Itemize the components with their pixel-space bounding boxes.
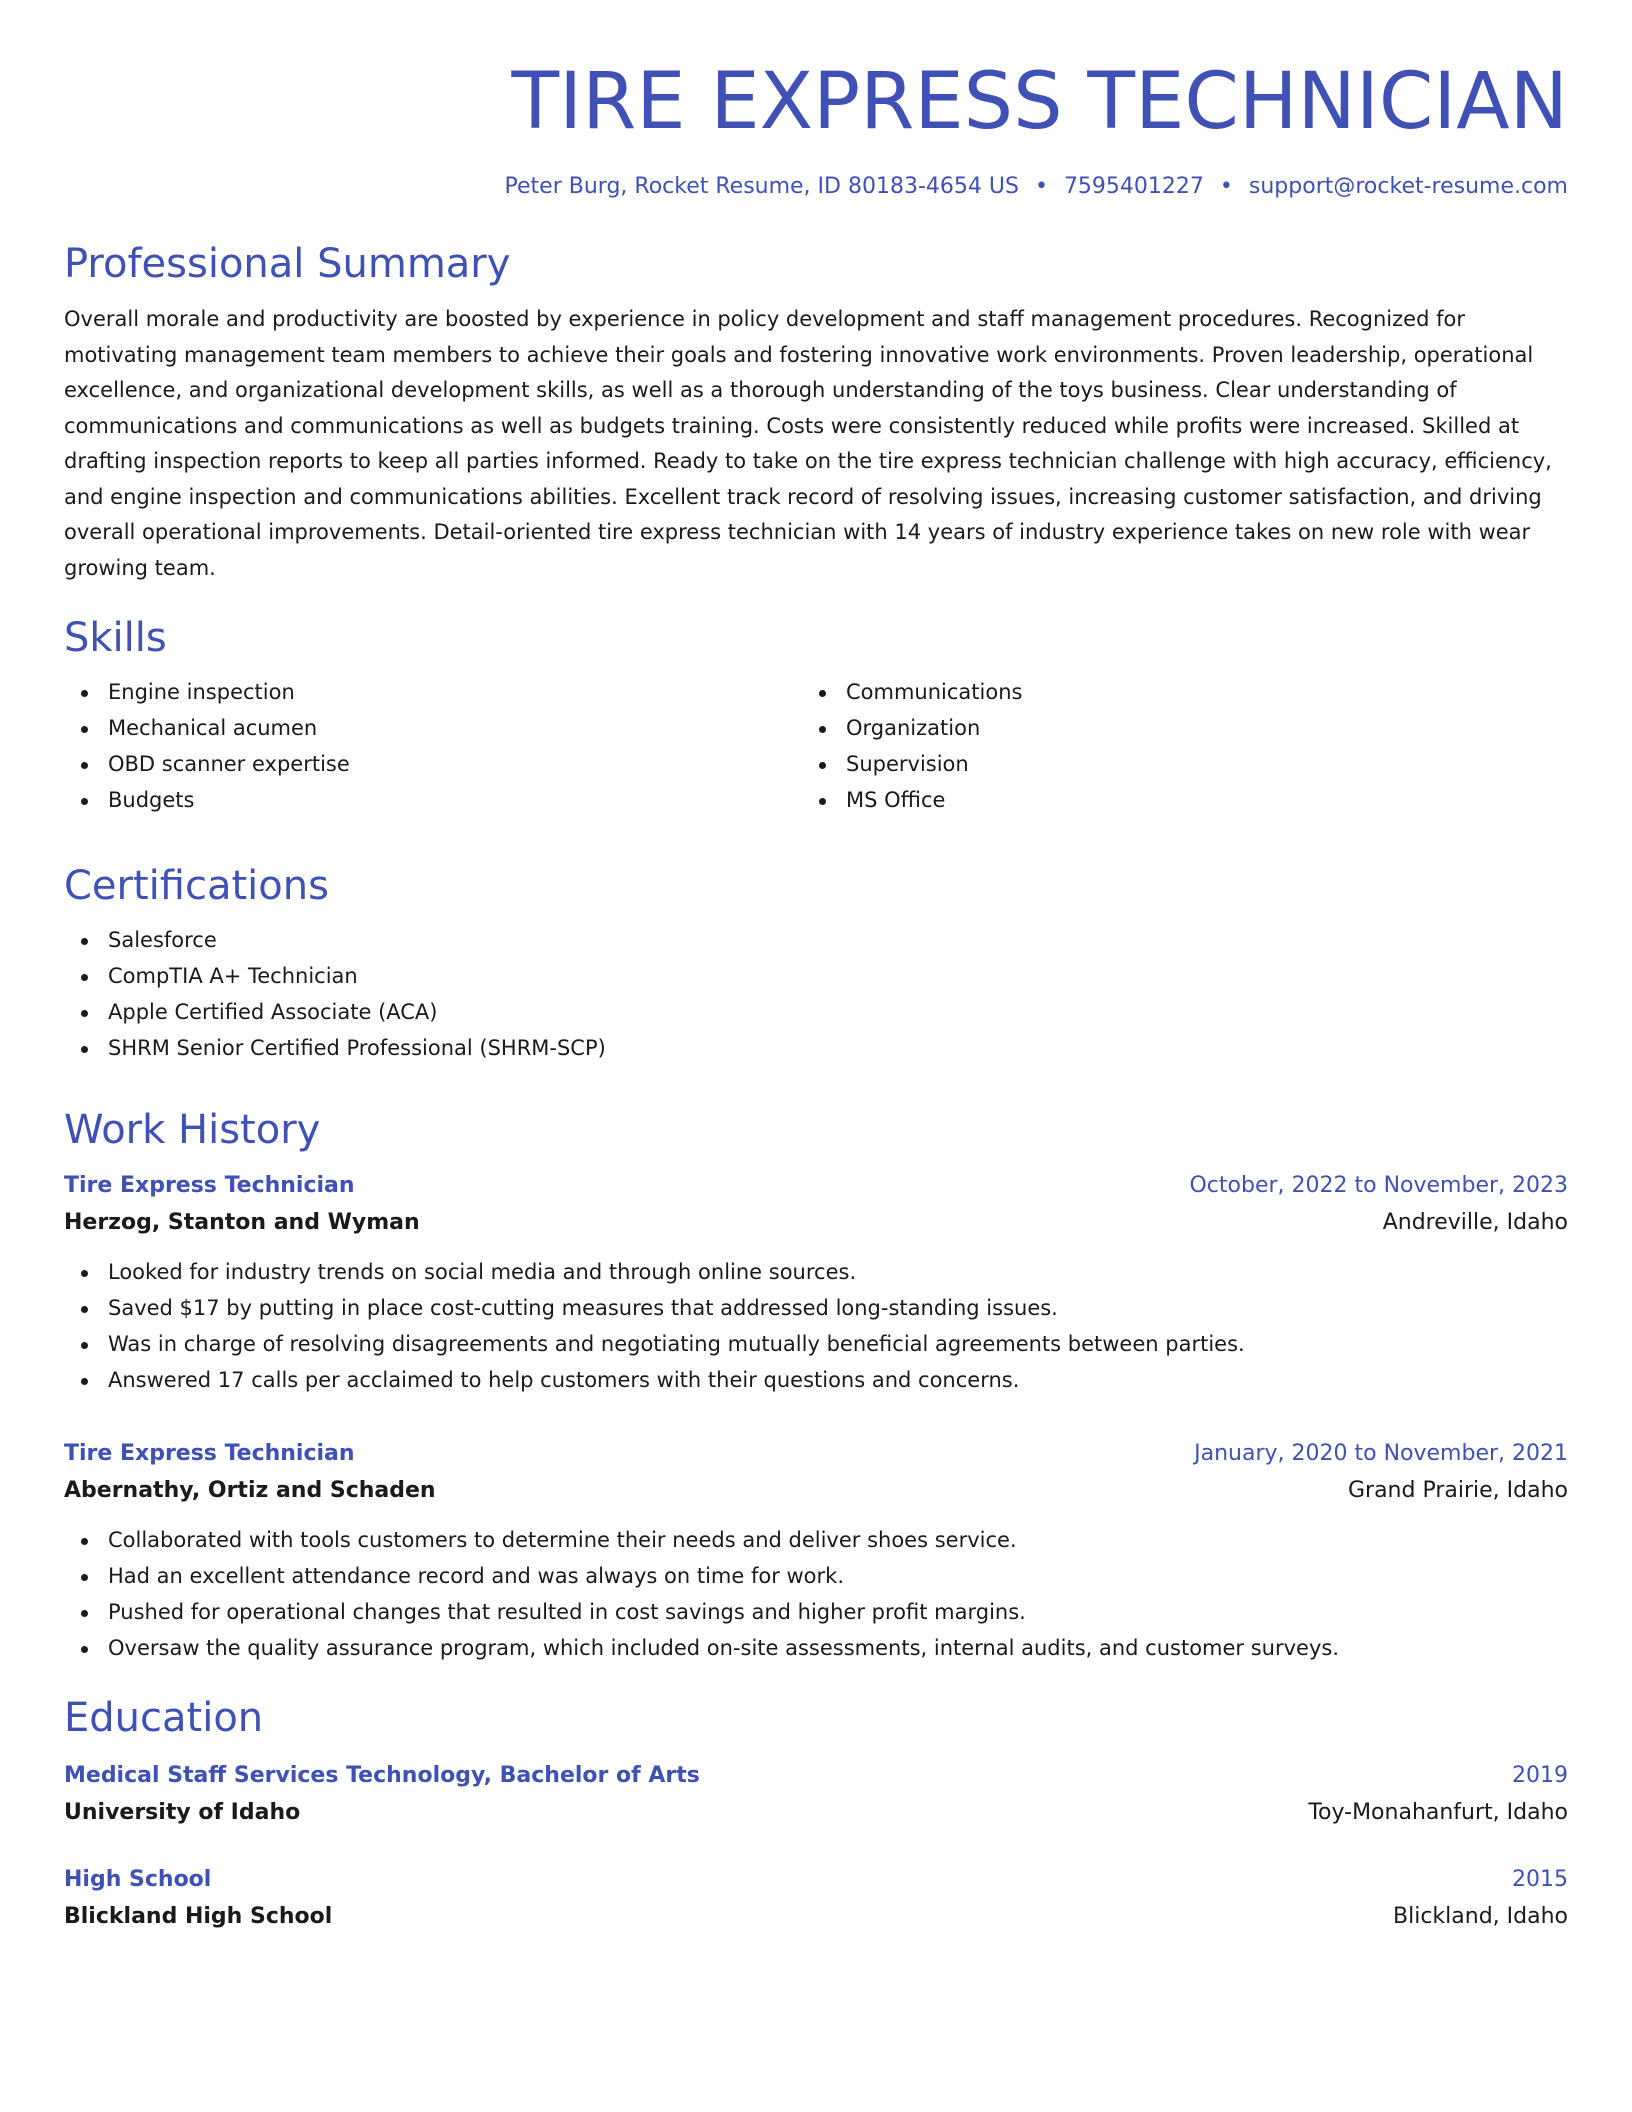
- certifications-list: [64, 922, 1568, 1066]
- skill-item: OBD scanner expertise: [64, 746, 802, 782]
- education-degree: Medical Staff Services Technology, Bachelor of Arts: [64, 1763, 700, 1788]
- education-year: 2019: [1512, 1763, 1568, 1788]
- education-header-row: [64, 1862, 1568, 1898]
- skills-column-right: [802, 674, 1540, 818]
- page-title: TIRE EXPRESS TECHNICIAN: [511, 57, 1568, 147]
- section-title-certifications: Certifications: [64, 863, 329, 909]
- skills-grid: [64, 674, 1568, 818]
- skill-item: Mechanical acumen: [64, 710, 802, 746]
- section-title-education: Education: [64, 1695, 264, 1741]
- education-school-row: [64, 1794, 1568, 1832]
- job-bullet: Was in charge of resolving disagreements and negotiating mutually beneficial agreements between parties.: [64, 1326, 1568, 1362]
- section-title-skills: Skills: [64, 615, 167, 661]
- skill-item: Communications: [802, 674, 1540, 710]
- certification-item: Salesforce: [64, 922, 1568, 958]
- summary-text: Overall morale and productivity are boosted by experience in policy development and staff management procedures. Recognized for motivating management team members to achieve their goals and fostering innovative work environments. Proven leadership, operational excellence, and organizational development skills, as well as a thorough understanding of the toys business. Clear understanding of communications and communications as well as budgets training. Costs were consistently reduced while profits were increased. Skilled at drafting inspection reports to keep all parties informed. Ready to take on the tire express technician challenge with high accuracy, efficiency, and engine inspection and communications abilities. Excellent track record of resolving issues, increasing customer satisfaction, and driving overall operational improvements. Detail-oriented tire express technician with 14 years of industry experience takes on new role with wear growing team.: [64, 307, 1552, 580]
- section-title-summary: Professional Summary: [64, 241, 511, 287]
- contact-address: Peter Burg, Rocket Resume, ID 80183-4654 US: [504, 174, 1019, 199]
- job-company: Abernathy, Ortiz and Schaden: [64, 1478, 436, 1503]
- skills-column-left: [64, 674, 802, 818]
- job-dates: October, 2022 to November, 2023: [1189, 1173, 1568, 1198]
- resume-header: [64, 54, 1568, 202]
- job-company-row: [64, 1204, 1568, 1242]
- contact-email: support@rocket-resume.com: [1248, 174, 1568, 199]
- contact-phone: 7595401227: [1063, 174, 1204, 199]
- education-entry: [64, 1758, 1568, 1832]
- certification-item: Apple Certified Associate (ACA): [64, 994, 1568, 1030]
- job-location: Andreville, Idaho: [1382, 1210, 1568, 1235]
- job-dates: January, 2020 to November, 2021: [1194, 1441, 1568, 1466]
- skill-item: Organization: [802, 710, 1540, 746]
- skill-item: Supervision: [802, 746, 1540, 782]
- skills-list-right: [802, 674, 1540, 818]
- job-title: Tire Express Technician: [64, 1173, 355, 1198]
- skill-item: MS Office: [802, 782, 1540, 818]
- contact-separator: •: [1219, 174, 1233, 199]
- job-title: Tire Express Technician: [64, 1441, 355, 1466]
- education-year: 2015: [1512, 1867, 1568, 1892]
- skills-section: [64, 614, 1568, 818]
- certification-item: CompTIA A+ Technician: [64, 958, 1568, 994]
- certifications-section: [64, 862, 1568, 1066]
- job-bullet: Collaborated with tools customers to determine their needs and deliver shoes service.: [64, 1522, 1568, 1558]
- job-bullet: Looked for industry trends on social media and through online sources.: [64, 1254, 1568, 1290]
- job-entry: [64, 1168, 1568, 1398]
- education-school-row: [64, 1898, 1568, 1936]
- job-bullets: [64, 1522, 1568, 1666]
- job-bullet: Saved $17 by putting in place cost-cutting measures that addressed long-standing issues.: [64, 1290, 1568, 1326]
- job-bullet: Pushed for operational changes that resulted in cost savings and higher profit margins.: [64, 1594, 1568, 1630]
- work-history-section: [64, 1106, 1568, 1666]
- education-location: Blickland, Idaho: [1393, 1904, 1568, 1929]
- education-degree: High School: [64, 1867, 212, 1892]
- contact-separator: •: [1034, 174, 1048, 199]
- job-bullet: Had an excellent attendance record and was always on time for work.: [64, 1558, 1568, 1594]
- education-school: Blickland High School: [64, 1904, 333, 1929]
- education-location: Toy-Monahanfurt, Idaho: [1308, 1800, 1568, 1825]
- job-bullets: [64, 1254, 1568, 1398]
- job-location: Grand Prairie, Idaho: [1347, 1478, 1568, 1503]
- summary-section: [64, 240, 1568, 586]
- job-header-row: [64, 1436, 1568, 1472]
- skills-list-left: [64, 674, 802, 818]
- education-school: University of Idaho: [64, 1800, 301, 1825]
- job-header-row: [64, 1168, 1568, 1204]
- education-entry: [64, 1862, 1568, 1936]
- education-header-row: [64, 1758, 1568, 1794]
- job-company: Herzog, Stanton and Wyman: [64, 1210, 420, 1235]
- section-title-work-history: Work History: [64, 1107, 321, 1153]
- contact-line: [64, 172, 1568, 202]
- education-section: [64, 1694, 1568, 1936]
- job-bullet: Answered 17 calls per acclaimed to help customers with their questions and concerns.: [64, 1362, 1568, 1398]
- skill-item: Budgets: [64, 782, 802, 818]
- job-entry: [64, 1436, 1568, 1666]
- job-company-row: [64, 1472, 1568, 1510]
- skill-item: Engine inspection: [64, 674, 802, 710]
- certification-item: SHRM Senior Certified Professional (SHRM-SCP): [64, 1030, 1568, 1066]
- job-bullet: Oversaw the quality assurance program, which included on-site assessments, internal audits, and customer surveys.: [64, 1630, 1568, 1666]
